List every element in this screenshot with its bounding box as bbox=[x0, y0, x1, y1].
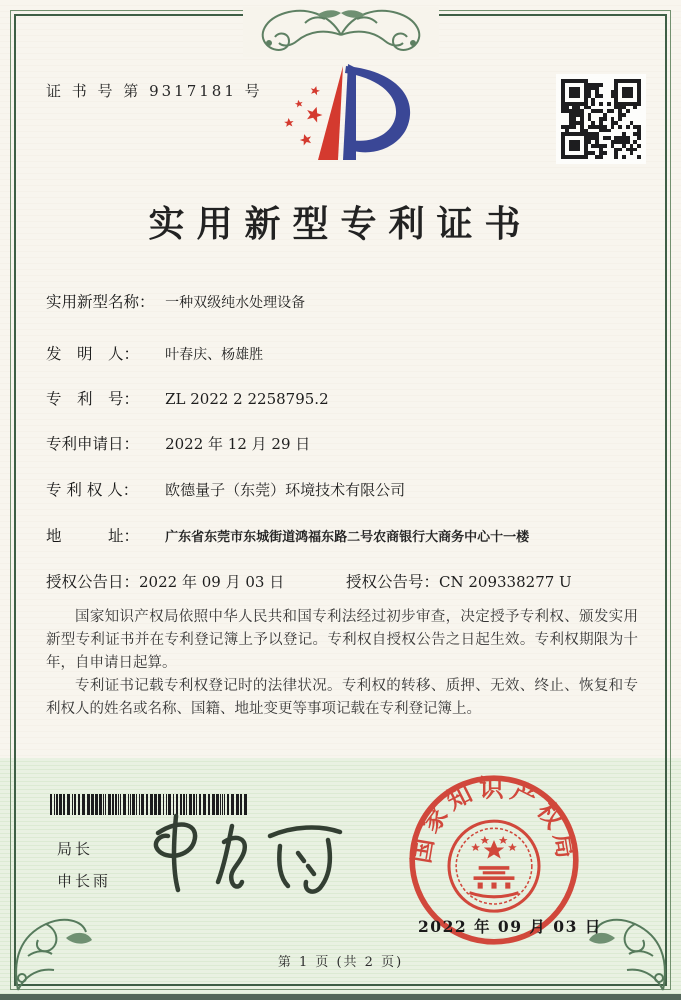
commissioner-title: 局长 bbox=[57, 840, 94, 858]
field-row-filing-date bbox=[46, 432, 310, 454]
field-row-patent-number bbox=[46, 387, 329, 409]
page-number: 第 1 页 (共 2 页) bbox=[277, 955, 404, 970]
field-value: 一种双级纯水处理设备 bbox=[165, 295, 306, 311]
seal-arc-text: 国家知识产权局 bbox=[406, 773, 582, 866]
field-label: 发 明 人： bbox=[46, 345, 140, 363]
grant-date: 2022 年 09 月 03 日 bbox=[139, 573, 285, 591]
field-label: 专利申请日： bbox=[46, 435, 140, 453]
legal-paragraph-1: 国家知识产权局依照中华人民共和国专利法经过初步审查，决定授予专利权、颁发实用新型专利证书并在专利登记簿上予以登记。专利权自授权公告之日起生效。专利权期限为十年，自申请日起算。 bbox=[46, 609, 638, 671]
qr-code bbox=[556, 74, 646, 164]
grant-number-label: 授权公告号： bbox=[346, 573, 440, 591]
grant-number: CN 209338277 U bbox=[439, 573, 572, 591]
field-label: 专 利 号： bbox=[46, 390, 140, 408]
page-bottom-edge bbox=[0, 994, 681, 1000]
field-value: 广东省东莞市东城街道鸿福东路二号农商银行大商务中心十一楼 bbox=[165, 530, 530, 545]
field-value: ZL 2022 2 2258795.2 bbox=[165, 390, 329, 408]
grant-number-group bbox=[346, 570, 572, 592]
seal-date: 2022 年 09 月 03 日 bbox=[418, 917, 602, 936]
grant-row bbox=[46, 570, 572, 592]
field-value: 2022 年 12 月 29 日 bbox=[165, 435, 311, 453]
field-row-address bbox=[46, 524, 529, 546]
cnipa-logo bbox=[266, 54, 416, 176]
field-row-patentee bbox=[46, 478, 405, 500]
field-row-inventor bbox=[46, 342, 263, 364]
legal-paragraph-2: 专利证书记载专利权登记时的法律状况。专利权的转移、质押、无效、终止、恢复和专利权人的姓名或名称、国籍、地址变更等事项记载在专利登记簿上。 bbox=[46, 678, 638, 717]
handwritten-signature bbox=[128, 808, 360, 904]
grant-date-label: 授权公告日： bbox=[46, 573, 140, 591]
certificate-number: 证 书 号 第 9317181 号 bbox=[46, 82, 263, 100]
field-label: 专 利 权 人： bbox=[46, 481, 139, 499]
field-value: 叶春庆、杨雄胜 bbox=[165, 347, 264, 363]
field-label: 实用新型名称： bbox=[46, 293, 155, 311]
field-label: 地 址： bbox=[46, 527, 140, 545]
field-row-name bbox=[46, 290, 305, 312]
national-emblem bbox=[449, 821, 539, 911]
legal-text bbox=[46, 606, 638, 721]
commissioner-name: 申长雨 bbox=[57, 872, 112, 890]
certificate-title: 实用新型专利证书 bbox=[148, 203, 533, 245]
field-value: 欧德量子（东莞）环境技术有限公司 bbox=[165, 481, 406, 499]
